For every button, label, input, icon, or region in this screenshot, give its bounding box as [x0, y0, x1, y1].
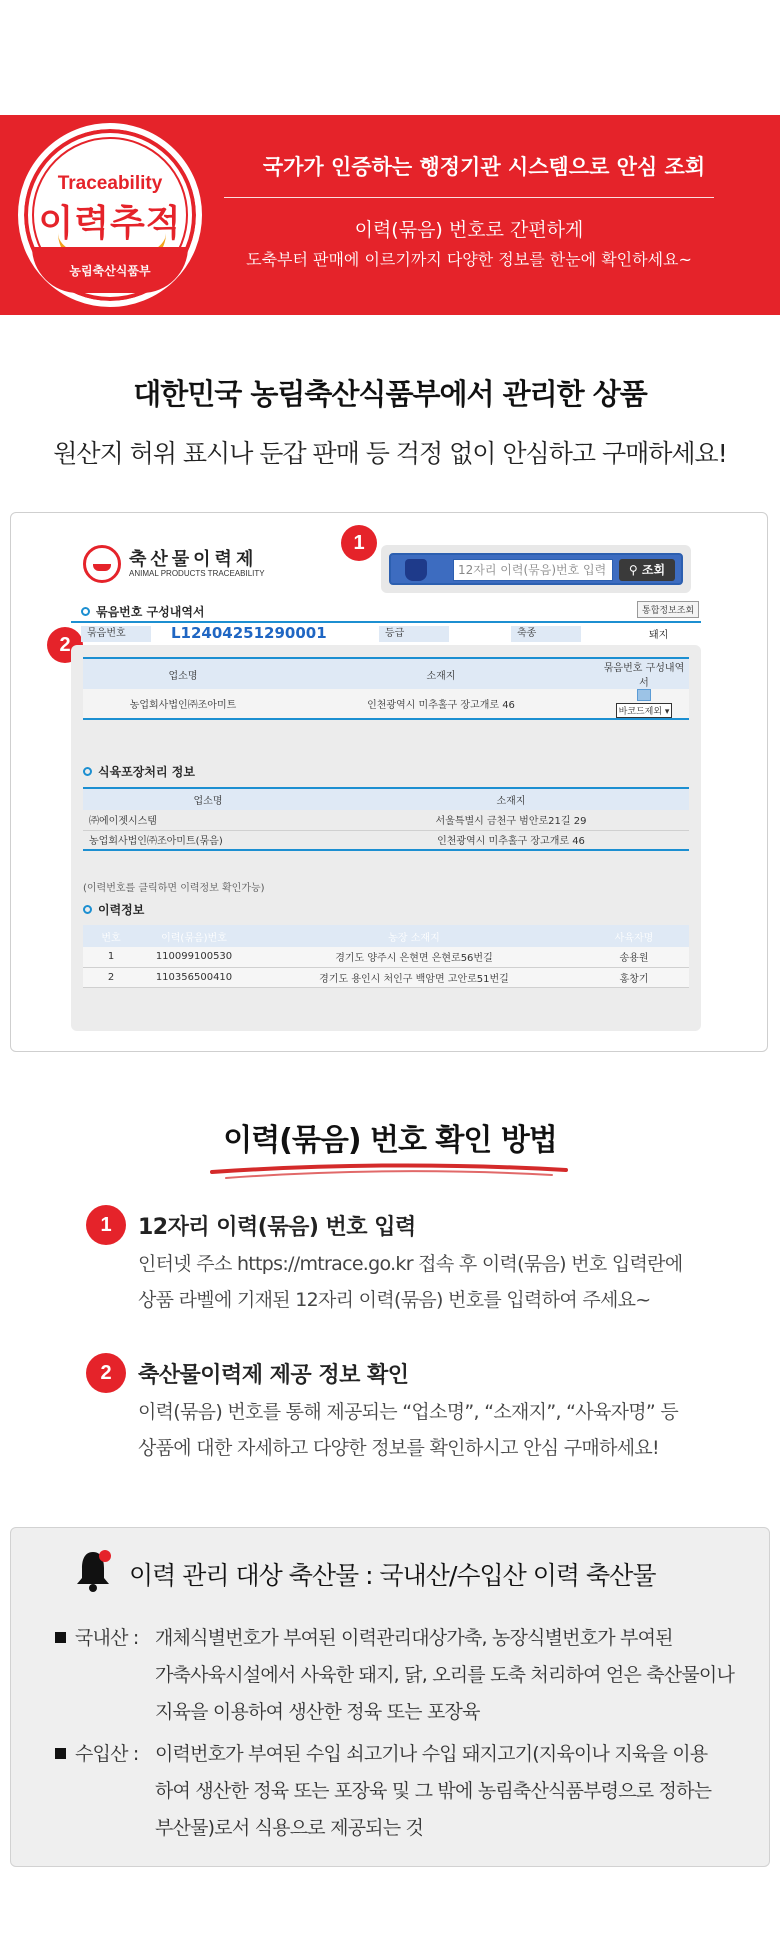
banner-divider — [224, 197, 714, 198]
trace-number-input[interactable]: 12자리 이력(묶음)번호 입력 — [453, 559, 613, 581]
table-header: 농장 소재지 — [249, 925, 579, 947]
bell-icon — [75, 1548, 111, 1592]
history-section-label: 이력정보 — [83, 901, 144, 918]
banner-line-2: 이력(묶음) 번호로 간편하게 — [354, 219, 584, 241]
site-logo-subtitle: ANIMAL PRODUCTS TRACEABILITY — [129, 569, 265, 578]
section-bullet-icon — [81, 607, 90, 616]
search-box — [381, 545, 691, 593]
mtrace-site-mockup — [59, 531, 701, 1031]
step-1-line-2: 상품 라벨에 기재된 12자리 이력(묶음) 번호를 입력하여 주세요~ — [138, 1289, 651, 1311]
table-header: 번호 — [83, 925, 139, 947]
table-header: 사육자명 — [579, 925, 689, 947]
step-1-line-1: 인터넷 주소 https://mtrace.go.kr 접속 후 이력(묶음) 번호 입력란에 — [138, 1253, 683, 1275]
banner-line-3: 도축부터 판매에 이르기까지 다양한 정보를 한눈에 확인하세요~ — [246, 250, 692, 269]
table-header: 소재지 — [283, 658, 599, 689]
business-address: 인천광역시 미추홀구 장고개로 46 — [283, 689, 599, 719]
square-bullet-icon — [55, 1632, 66, 1643]
species-value: 돼지 — [649, 630, 669, 641]
hero-banner — [0, 115, 780, 315]
seal-korean-text: 이력추적 — [38, 203, 182, 244]
step-number-1: 1 — [86, 1205, 126, 1245]
table-header: 묶음번호 구성내역서 — [599, 658, 689, 689]
grade-label: 등급 — [379, 626, 449, 642]
hand-pointer-icon — [405, 559, 427, 581]
search-button[interactable] — [619, 559, 675, 581]
table-header: 이력(묶음)번호 — [139, 925, 249, 947]
table-row: 2 110356500410 경기도 용인시 처인구 백암면 고안로51번길 홍창기 — [83, 967, 689, 987]
section-bullet-icon — [83, 905, 92, 914]
traceability-logo-icon — [83, 545, 121, 583]
step-2-line-2: 상품에 대한 자세하고 다양한 정보를 확인하시고 안심 구매하세요! — [138, 1437, 659, 1459]
species-label: 축종 — [511, 626, 581, 642]
section-bullet-icon — [83, 767, 92, 776]
domestic-label: 국내산 : — [75, 1627, 139, 1649]
step-number-2: 2 — [86, 1353, 126, 1393]
banner-title: 국가가 인증하는 행정기관 시스템으로 안심 조회 — [262, 155, 706, 179]
table-row: 농업회사법인㈜조아미트(묶음) 인천광역시 미추홀구 장고개로 46 — [83, 830, 689, 850]
business-table — [83, 657, 689, 720]
search-button-label: 조회 — [641, 563, 666, 577]
step-2-line-1: 이력(묶음) 번호를 통해 제공되는 “업소명”, “소재지”, “사육자명” 등 — [138, 1401, 679, 1423]
packing-table — [83, 787, 689, 851]
square-bullet-icon — [55, 1748, 66, 1759]
page-headline: 대한민국 농림축산식품부에서 관리한 상품 — [133, 377, 647, 411]
brush-underline — [0, 1158, 780, 1188]
table-header: 업소명 — [83, 788, 333, 810]
table-row: ㈜에이젯시스템 서울특별시 금천구 범안로21길 29 — [83, 810, 689, 830]
import-label: 수입산 : — [75, 1743, 139, 1765]
info-title: 이력 관리 대상 축산물 : 국내산/수입산 이력 축산물 — [129, 1561, 656, 1590]
page-subheadline: 원산지 허위 표시나 둔갑 판매 등 걱정 없이 안심하고 구매하세요! — [53, 439, 727, 468]
step-2-title: 축산물이력제 제공 정보 확인 — [138, 1363, 409, 1388]
integrated-info-button[interactable]: 통합정보조회 — [637, 601, 699, 618]
step-badge-1: 1 — [341, 525, 377, 561]
bundle-info-row — [71, 621, 701, 643]
history-table — [83, 925, 689, 988]
document-icon[interactable] — [637, 689, 651, 701]
trace-number-link[interactable]: 110356500410 — [139, 967, 249, 987]
site-logo-title: 축산물이력제 — [129, 549, 258, 570]
step-1-title: 12자리 이력(묶음) 번호 입력 — [138, 1215, 416, 1240]
barcode-select[interactable]: 바코드제외 ▾ — [616, 703, 673, 718]
traceability-seal-logo — [18, 123, 202, 307]
seal-english-text: Traceability — [57, 173, 163, 194]
seal-ministry-text: 농림축산식품부 — [69, 264, 151, 278]
bundle-number-value: L12404251290001 — [171, 624, 327, 642]
target-products-box: 이력 관리 대상 축산물 : 국내산/수입산 이력 축산물 국내산 : 개체식별번호가 부여된 이력관리대상가축, 농장식별번호가 부여된 가축사육시설에서 사육한 돼지, 닭, 오리를 도축 처리하여 얻은 축산물이나 지육을 이용하여 생산한 정육 또는 포장육 수입산 : 이력번호가 부여된 수입 쇠고기나 수입 돼지고기(지육이나 지육을 이용 하여 생산한 정육 또는 포장육 및 그 밖에 농림축산식품부령으로 정하는 부산물)로서 식용으로 제공되는 것 — [10, 1527, 770, 1867]
packing-section-label: 식육포장처리 정보 — [83, 763, 195, 780]
table-header: 소재지 — [333, 788, 689, 810]
click-note: (이력번호를 클릭하면 이력정보 확인가능) — [83, 883, 265, 894]
bundle-number-label: 묶음번호 — [81, 626, 151, 642]
result-area — [71, 645, 701, 1031]
trace-number-link[interactable]: 110099100530 — [139, 947, 249, 967]
how-to-title: 이력(묶음) 번호 확인 방법 — [223, 1123, 557, 1158]
bundle-section-label: 묶음번호 구성내역서 — [81, 603, 205, 620]
table-header: 업소명 — [83, 658, 283, 689]
step-badge-2: 2 — [47, 627, 83, 663]
table-row: 1 110099100530 경기도 양주시 은현면 은현로56번길 송용원 — [83, 947, 689, 967]
search-icon: ⚲ — [628, 563, 638, 577]
business-name: 농업회사법인㈜조아미트 — [83, 689, 283, 719]
table-row — [83, 689, 689, 719]
site-screenshot-panel — [10, 512, 768, 1052]
